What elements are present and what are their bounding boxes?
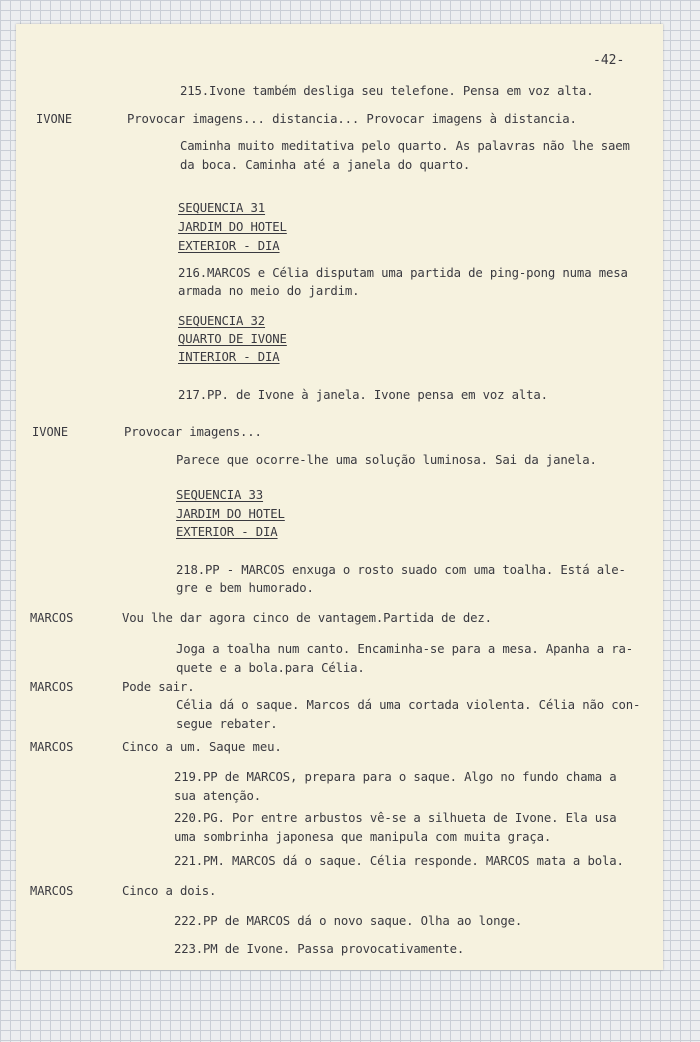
scene-line-216: 216.MARCOS e Célia disputam uma partida de ping-pong numa mesa [178,266,628,280]
dialogue-ivone-1: Provocar imagens... distancia... Provocar imagens à distancia. [127,112,577,126]
sequence-heading-31: SEQUENCIA 31 [178,201,266,215]
scene-line-222: 222.PP de MARCOS dá o novo saque. Olha ao longe. [174,914,523,928]
dialogue-marcos-2: Pode sair. [122,680,195,694]
scene-line-221: 221.PM. MARCOS dá o saque. Célia responde. MARCOS mata a bola. [174,854,624,868]
sequence-setting-32: INTERIOR - DIA [178,350,280,364]
action-line: segue rebater. [176,717,278,731]
speaker-marcos: MARCOS [30,680,74,694]
speaker-marcos: MARCOS [30,884,74,898]
scene-line-220-cont: uma sombrinha japonesa que manipula com muita graça. [174,830,552,844]
sequence-setting-31: EXTERIOR - DIA [178,239,280,253]
action-line: Caminha muito meditativa pelo quarto. As palavras não lhe saem [180,139,630,153]
scene-line-215: 215.Ivone também desliga seu telefone. Pensa em voz alta. [180,84,594,98]
action-line: Parece que ocorre-lhe uma solução luminosa. Sai da janela. [176,453,597,467]
scene-line-216-cont: armada no meio do jardim. [178,284,360,298]
action-line: Célia dá o saque. Marcos dá uma cortada violenta. Célia não con- [176,698,641,712]
speaker-marcos: MARCOS [30,740,74,754]
sequence-location-32: QUARTO DE IVONE [178,332,287,346]
scene-line-218-cont: gre e bem humorado. [176,581,314,595]
action-line: Joga a toalha num canto. Encaminha-se para a mesa. Apanha a ra- [176,642,633,656]
speaker-ivone: IVONE [32,425,69,439]
sequence-location-33: JARDIM DO HOTEL [176,507,285,521]
dialogue-marcos-1: Vou lhe dar agora cinco de vantagem.Partida de dez. [122,611,492,625]
action-line: quete e a bola.para Célia. [176,661,365,675]
scene-line-219-cont: sua atenção. [174,789,262,803]
sequence-heading-33: SEQUENCIA 33 [176,488,264,502]
page-number: -42- [593,53,625,68]
scene-line-223: 223.PM de Ivone. Passa provocativamente. [174,942,465,956]
action-line: da boca. Caminha até a janela do quarto. [180,158,471,172]
dialogue-marcos-4: Cinco a dois. [122,884,217,898]
dialogue-ivone-2: Provocar imagens... [124,425,262,439]
sequence-setting-33: EXTERIOR - DIA [176,525,278,539]
scene-line-220: 220.PG. Por entre arbustos vê-se a silhueta de Ivone. Ela usa [174,811,617,825]
speaker-marcos: MARCOS [30,611,74,625]
scene-line-218: 218.PP - MARCOS enxuga o rosto suado com uma toalha. Está ale- [176,563,626,577]
dialogue-marcos-3: Cinco a um. Saque meu. [122,740,282,754]
speaker-ivone: IVONE [36,112,73,126]
scene-line-219: 219.PP de MARCOS, prepara para o saque. Algo no fundo chama a [174,770,617,784]
sequence-heading-32: SEQUENCIA 32 [178,314,266,328]
scene-line-217: 217.PP. de Ivone à janela. Ivone pensa em voz alta. [178,388,548,402]
sequence-location-31: JARDIM DO HOTEL [178,220,287,234]
